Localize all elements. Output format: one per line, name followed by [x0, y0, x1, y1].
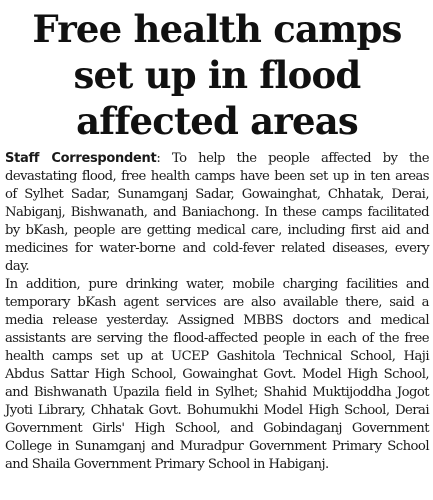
article-body	[5, 150, 429, 474]
headline-line-1: Free health camps	[32, 7, 402, 51]
paragraph-1	[5, 150, 429, 276]
headline-line-3: affected areas	[76, 99, 358, 143]
paragraph-2: In addition, pure drinking water, mobile charging facilities and temporary bKash agent services are also available there, said a media release yesterday. Assigned MBBS doctors and medical assistants are serving the flood-affected people in each of the free health camps set up at UCEP Gashitola Technical School, Haji Abdus Sattar High School, Gowainghat Govt. Model High School, and Bishwanath Upazila field in Sylhet; Shahid Muktijoddha Jogot Jyoti Library, Chhatak Govt. Bohumukhi Model High School, Derai Government Girls' High School, and Gobindaganj Government College in Sunamganj and Muradpur Government Primary School and Shaila Government Primary School in Habiganj.	[5, 277, 429, 472]
byline: Staff Correspondent	[5, 151, 157, 166]
paragraph-1-text: : To help the people affected by the devastating flood, free health camps have been set up in ten areas of Sylhet Sadar, Sunamganj Sadar, Gowainghat, Chhatak, Derai, Nabiganj, Bishwanath, and Baniachong. In these camps facilitated by bKash, people are getting medical care, including first aid and medicines for water-borne and cold-fever related diseases, every day.	[5, 151, 429, 274]
headline	[5, 6, 429, 144]
headline-line-2: set up in flood	[73, 53, 361, 97]
